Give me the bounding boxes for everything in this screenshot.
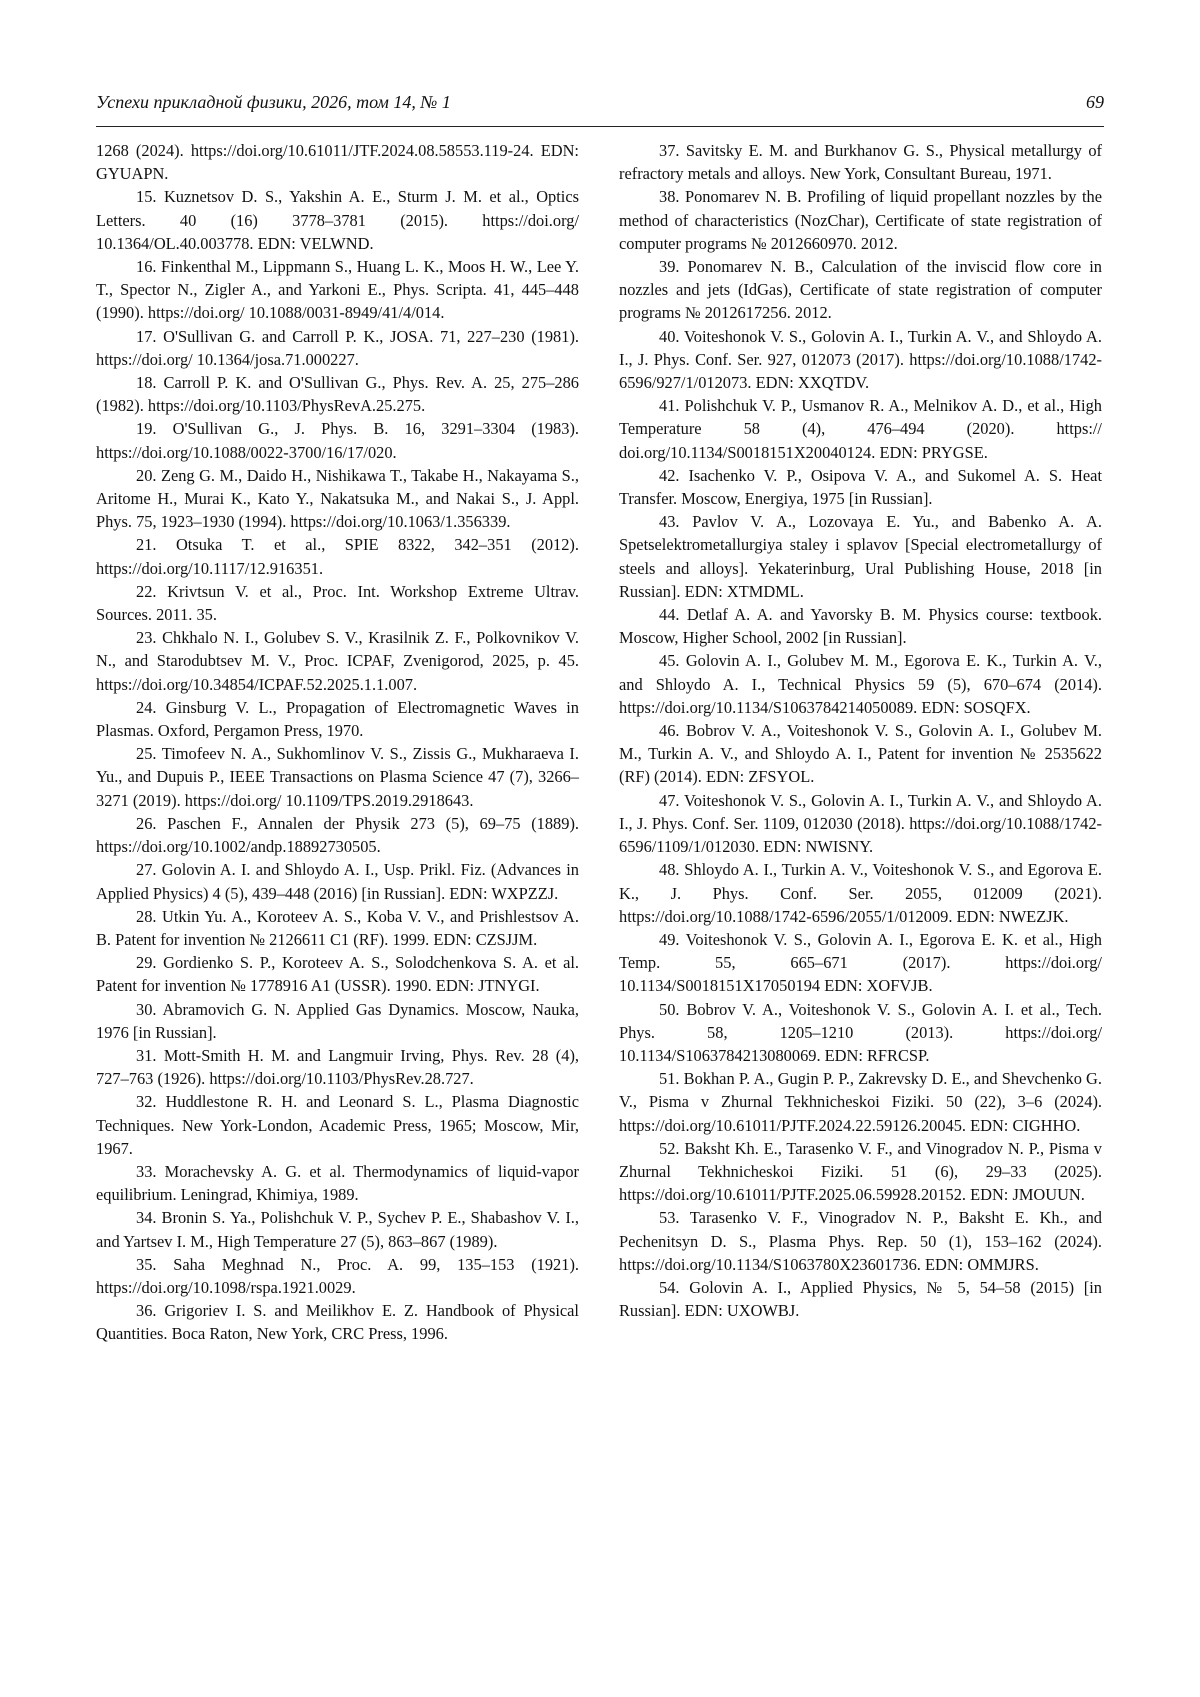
reference-item: 15. Kuznetsov D. S., Yakshin A. E., Sturm J. M. et al., Optics Letters. 40 (16) 3778–3781 (2015). https://doi.org/ 10.1364/OL.40.003778. EDN: VELWND. [96, 187, 579, 253]
page-number: 69 [1086, 92, 1104, 112]
reference-item: 20. Zeng G. M., Daido H., Nishikawa T., Takabe H., Nakayama S., Aritome H., Murai K., Kato Y., Nakatsuka M., and Nakai S., J. Appl. Phys. 75, 1923–1930 (1994). https://doi.org/10.1063/1.356339. [96, 465, 579, 532]
reference-item: 34. Bronin S. Ya., Polishchuk V. P., Sychev P. E., Shabashov V. I., and Yartsev I. M., High Temperature 27 (5), 863–867 (1989). [96, 1208, 579, 1251]
references-right-column [619, 139, 1102, 1322]
reference-item: 54. Golovin A. I., Applied Physics, № 5, 54–58 (2015) [in Russian]. EDN: UXOWBJ. [619, 1277, 1102, 1321]
journal-title: Успехи прикладной физики, 2026, том 14, № 1 [96, 92, 451, 112]
reference-item: 28. Utkin Yu. A., Koroteev A. S., Koba V. V., and Prishlestsov A. B. Patent for invention № 2126611 C1 (RF). 1999. EDN: CZSJJM. [96, 906, 579, 949]
reference-item: 48. Shloydo A. I., Turkin A. V., Voiteshonok V. S., and Egorova E. K., J. Phys. Conf. Ser. 2055, 012009 (2021). https://doi.org/10.1088/1742-6596/2055/1/012009. EDN: NWEZJK. [619, 860, 1102, 926]
references-left-column [96, 139, 579, 1346]
reference-item: 23. Chkhalo N. I., Golubev S. V., Krasilnik Z. F., Polkovnikov V. N., and Starodubtsev M. V., Proc. ICPAF, Zvenigorod, 2025, p. 45. https://doi.org/10.34854/ICPAF.52.2025.1.1.007. [96, 628, 579, 694]
reference-item: 26. Paschen F., Annalen der Physik 273 (5), 69–75 (1889). https://doi.org/10.1002/andp.18892730505. [96, 813, 579, 857]
reference-item: 39. Ponomarev N. B., Calculation of the inviscid flow core in nozzles and jets (IdGas), Certificate of state registration of computer programs № 2012617256. 2012. [619, 257, 1102, 323]
reference-item: 33. Morachevsky A. G. et al. Thermodynamics of liquid-vapor equilibrium. Leningrad, Khimiya, 1989. [96, 1161, 579, 1205]
reference-item: 49. Voiteshonok V. S., Golovin A. I., Egorova E. K. et al., High Temp. 55, 665–671 (2017). https://doi.org/ 10.1134/S0018151X17050194 EDN: XOFVJB. [619, 929, 1102, 996]
reference-item: 31. Mott-Smith H. M. and Langmuir Irving, Phys. Rev. 28 (4), 727–763 (1926). https://doi.org/10.1103/PhysRev.28.727. [96, 1045, 579, 1089]
reference-item: 30. Abramovich G. N. Applied Gas Dynamics. Moscow, Nauka, 1976 [in Russian]. [96, 999, 579, 1042]
reference-item: 22. Krivtsun V. et al., Proc. Int. Workshop Extreme Ultrav. Sources. 2011. 35. [96, 581, 579, 625]
reference-item: 52. Baksht Kh. E., Tarasenko V. F., and Vinogradov N. P., Pisma v Zhurnal Tekhnicheskoi Fiziki. 51 (6), 29–33 (2025). https://doi.org/10.61011/PJTF.2025.06.59928.20152. EDN: JMOUUN. [619, 1138, 1102, 1205]
reference-item: 53. Tarasenko V. F., Vinogradov N. P., Baksht E. Kh., and Pechenitsyn D. S., Plasma Phys. Rep. 50 (1), 153–162 (2024). https://doi.org/10.1134/S1063780X23601736. EDN: OMMJRS. [619, 1208, 1102, 1274]
reference-item: 25. Timofeev N. A., Sukhomlinov V. S., Zissis G., Mukharaeva I. Yu., and Dupuis P., IEEE Transactions on Plasma Science 47 (7), 3266–3271 (2019). https://doi.org/ 10.1109/TPS.2019.2918643. [96, 744, 579, 810]
reference-item: 50. Bobrov V. A., Voiteshonok V. S., Golovin A. I. et al., Tech. Phys. 58, 1205–1210 (2013). https://doi.org/ 10.1134/S1063784213080069. EDN: RFRCSP. [619, 999, 1102, 1065]
reference-item: 37. Savitsky E. M. and Burkhanov G. S., Physical metallurgy of refractory metals and alloys. New York, Consultant Bureau, 1971. [619, 141, 1102, 184]
reference-item: 21. Otsuka T. et al., SPIE 8322, 342–351 (2012). https://doi.org/10.1117/12.916351. [96, 535, 579, 578]
reference-item: 24. Ginsburg V. L., Propagation of Electromagnetic Waves in Plasmas. Oxford, Pergamon Press, 1970. [96, 697, 579, 741]
running-header [96, 92, 1104, 127]
reference-item: 16. Finkenthal M., Lippmann S., Huang L. K., Moos H. W., Lee Y. T., Spector N., Zigler A., and Yarkoni E., Phys. Scripta. 41, 445–448 (1990). https://doi.org/ 10.1088/0031-8949/41/4/014. [96, 257, 579, 323]
reference-item: 35. Saha Meghnad N., Proc. A. 99, 135–153 (1921). https://doi.org/10.1098/rspa.1921.0029. [96, 1254, 579, 1297]
reference-item: 32. Huddlestone R. H. and Leonard S. L., Plasma Diagnostic Techniques. New York-London, Academic Press, 1965; Moscow, Mir, 1967. [96, 1092, 579, 1158]
reference-item: 44. Detlaf A. A. and Yavorsky B. M. Physics course: textbook. Moscow, Higher School, 2002 [in Russian]. [619, 605, 1102, 648]
reference-item: 29. Gordienko S. P., Koroteev A. S., Solodchenkova S. A. et al. Patent for invention № 1778916 A1 (USSR). 1990. EDN: JTNYGI. [96, 953, 579, 996]
reference-item: 51. Bokhan P. A., Gugin P. P., Zakrevsky D. E., and Shevchenko G. V., Pisma v Zhurnal Tekhnicheskoi Fiziki. 50 (22), 3–6 (2024). https://doi.org/10.61011/PJTF.2024.22.59126.20045. EDN: CIGHHO. [619, 1069, 1102, 1135]
reference-item: 46. Bobrov V. A., Voiteshonok V. S., Golovin A. I., Golubev M. M., Turkin A. V., and Shloydo A. I., Patent for invention № 2535622 (RF) (2014). EDN: ZFSYOL. [619, 721, 1102, 787]
reference-item: 43. Pavlov V. A., Lozovaya E. Yu., and Babenko A. A. Spetselektrometallurgiya staley i splavov [Special electrometallurgy of steels and alloys]. Yekaterinburg, Ural Publishing House, 2018 [in Russian]. EDN: XTMDML. [619, 512, 1102, 601]
reference-item: 45. Golovin A. I., Golubev M. M., Egorova E. K., Turkin A. V., and Shloydo A. I., Technical Physics 59 (5), 670–674 (2014). https://doi.org/10.1134/S1063784214050089. EDN: SOSQFX. [619, 651, 1102, 717]
reference-item: 42. Isachenko V. P., Osipova V. A., and Sukomel A. S. Heat Transfer. Moscow, Energiya, 1975 [in Russian]. [619, 465, 1102, 509]
reference-item: 17. O'Sullivan G. and Carroll P. K., JOSA. 71, 227–230 (1981). https://doi.org/ 10.1364/josa.71.000227. [96, 326, 579, 369]
reference-item: 19. O'Sullivan G., J. Phys. B. 16, 3291–3304 (1983). https://doi.org/10.1088/0022-3700/16/17/020. [96, 419, 579, 462]
reference-item: 18. Carroll P. K. and O'Sullivan G., Phys. Rev. A. 25, 275–286 (1982). https://doi.org/10.1103/PhysRevA.25.275. [96, 373, 579, 416]
reference-item: 36. Grigoriev I. S. and Meilikhov E. Z. Handbook of Physical Quantities. Boca Raton, New York, CRC Press, 1996. [96, 1301, 579, 1344]
reference-item: 40. Voiteshonok V. S., Golovin A. I., Turkin A. V., and Shloydo A. I., J. Phys. Conf. Ser. 927, 012073 (2017). https://doi.org/10.1088/1742-6596/927/1/012073. EDN: XXQTDV. [619, 326, 1102, 393]
reference-item: 1268 (2024). https://doi.org/10.61011/JTF.2024.08.58553.119-24. EDN: GYUAPN. [96, 141, 579, 184]
reference-item: 27. Golovin A. I. and Shloydo A. I., Usp. Prikl. Fiz. (Advances in Applied Physics) 4 (5), 439–448 (2016) [in Russian]. EDN: WXPZZJ. [96, 860, 579, 903]
reference-item: 41. Polishchuk V. P., Usmanov R. A., Melnikov A. D., et al., High Temperature 58 (4), 476–494 (2020). https:// doi.org/10.1134/S0018151X20040124. EDN: PRYGSE. [619, 396, 1102, 462]
reference-item: 38. Ponomarev N. B. Profiling of liquid propellant nozzles by the method of characteristics (NozChar), Certificate of state registration of computer programs № 2012660970. 2012. [619, 187, 1102, 253]
reference-item: 47. Voiteshonok V. S., Golovin A. I., Turkin A. V., and Shloydo A. I., J. Phys. Conf. Ser. 1109, 012030 (2018). https://doi.org/10.1088/1742-6596/1109/1/012030. EDN: NWISNY. [619, 790, 1102, 857]
